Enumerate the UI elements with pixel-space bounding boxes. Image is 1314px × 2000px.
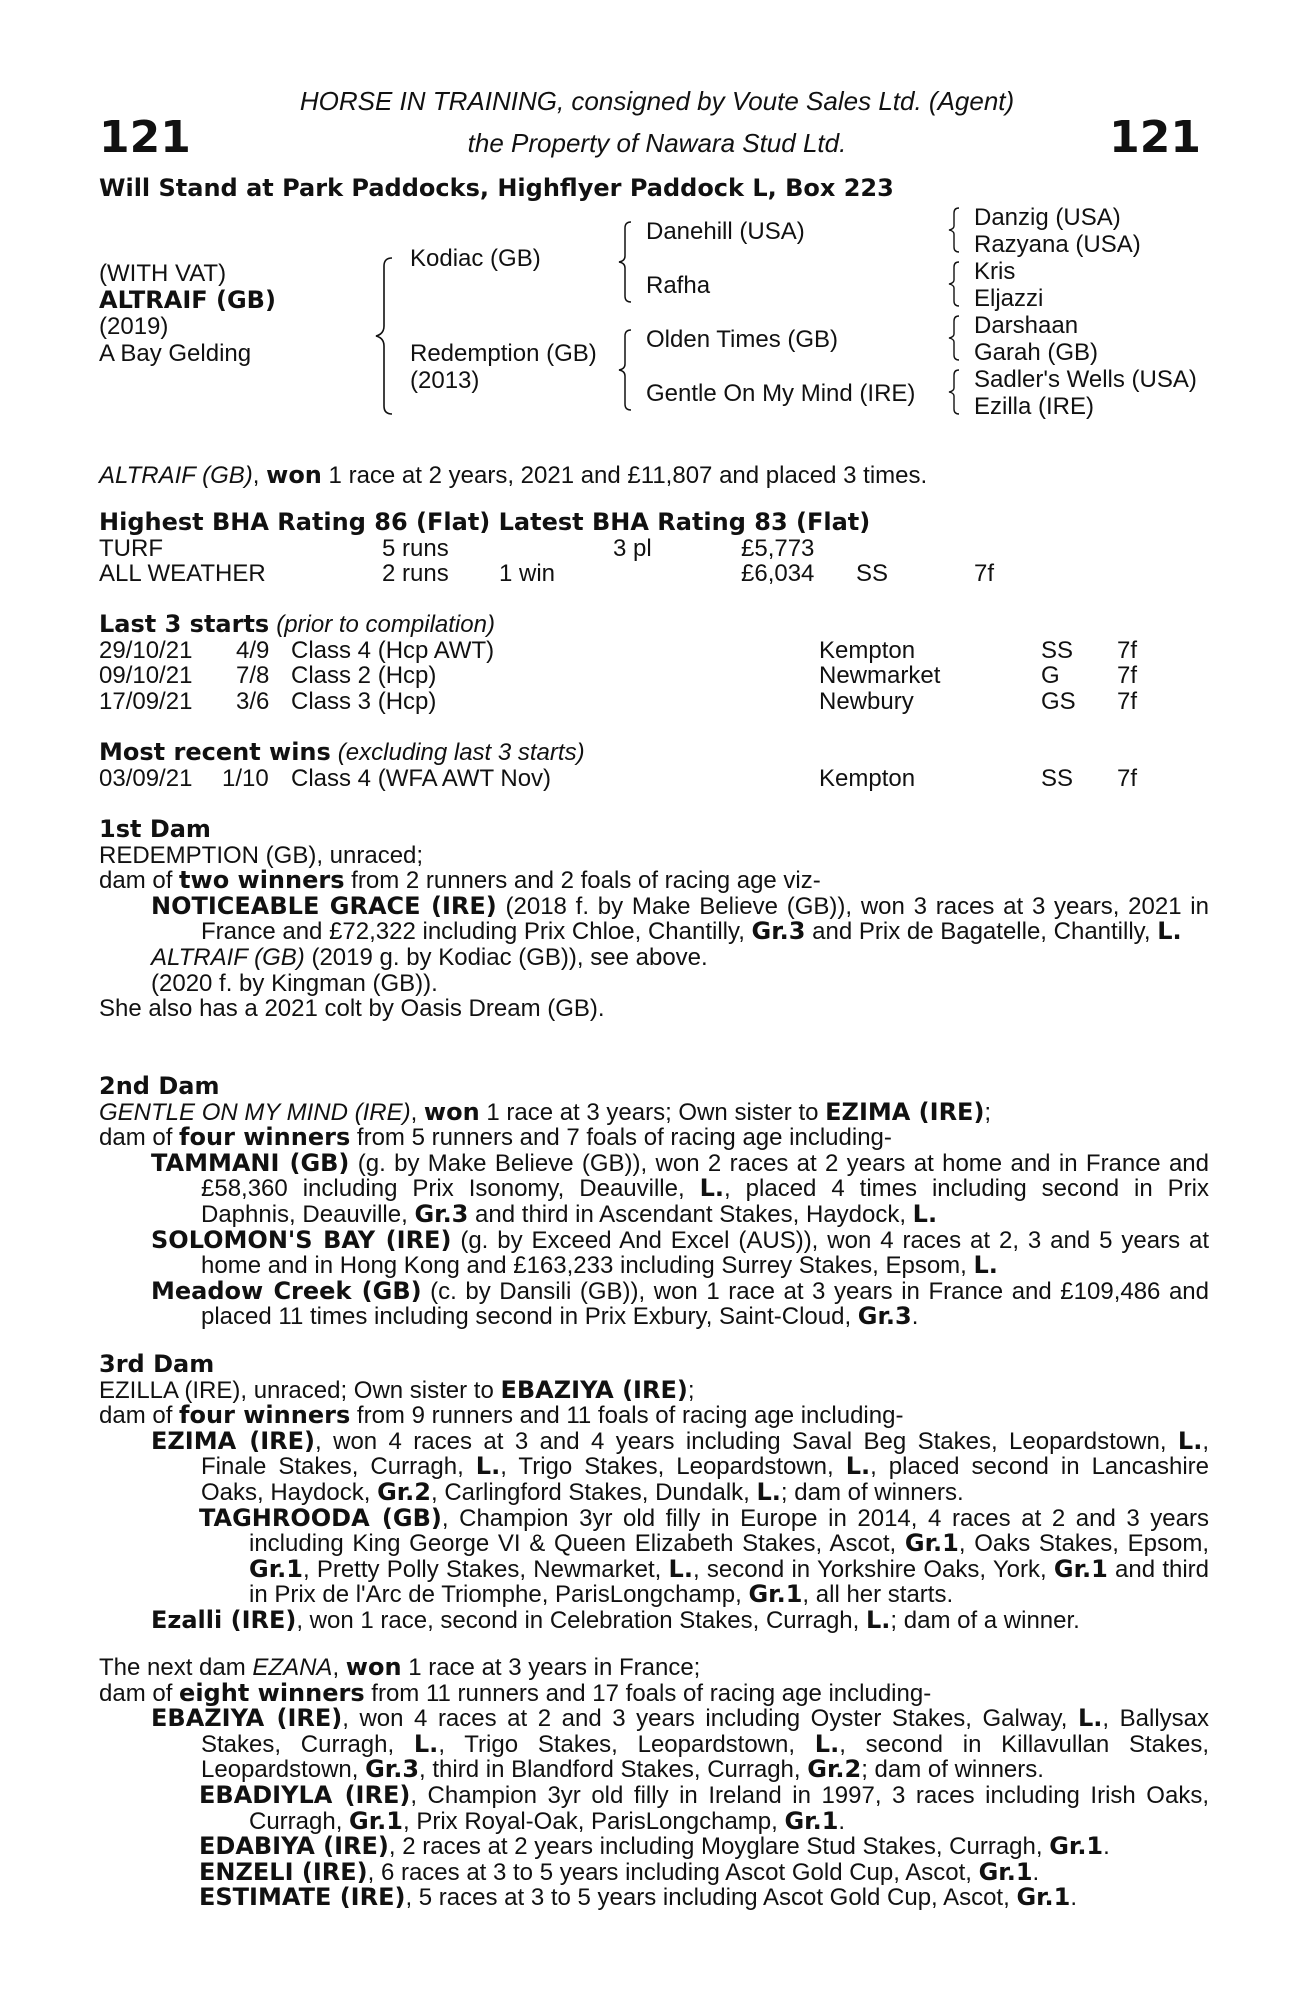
winners-count: four winners <box>179 1401 351 1430</box>
produce-entry <box>99 1885 1209 1911</box>
dd-dam: Ezilla (IRE) <box>974 393 1095 420</box>
text: . <box>1070 1884 1078 1912</box>
produce-entry <box>99 1148 1210 1228</box>
produce-entry <box>99 1780 1209 1835</box>
text: , Oaks Stakes, Epsom, <box>958 1530 1209 1558</box>
grade: Gr.1 <box>1049 1832 1104 1861</box>
horse-year: (2019) <box>99 313 169 340</box>
listed: L. <box>1157 917 1182 946</box>
sister-name: EBAZIYA (IRE) <box>500 1375 688 1404</box>
start-position: 7/8 <box>236 662 270 690</box>
start-course: Kempton <box>819 636 916 664</box>
dam-name: EZANA <box>252 1654 333 1681</box>
lot-number-left: 121 <box>99 112 191 163</box>
produce-entry <box>99 1605 1209 1634</box>
text: dam of <box>99 867 180 895</box>
start-going: GS <box>1041 687 1076 715</box>
listed: L. <box>845 1452 871 1481</box>
text: , placed second in Lancashire Oaks, Haydock, <box>201 1453 1209 1506</box>
sister-name: EZIMA (IRE) <box>825 1097 985 1126</box>
text: The next dam <box>99 1654 253 1681</box>
text: ; dam of winners. <box>780 1478 964 1506</box>
start-distance: 7f <box>1117 636 1138 664</box>
produce-name: EDABIYA (IRE) <box>199 1832 389 1861</box>
start-position: 3/6 <box>236 687 270 715</box>
grade: Gr.3 <box>857 1302 912 1331</box>
listed: L. <box>475 1452 501 1481</box>
win-course: Kempton <box>819 764 916 792</box>
produce-entry: Meadow Creek (GB) (c. by Dansili (GB)), won 1 race at 3 years in France and £109,486 and placed 11 times including second in Prix Exbury, Saint-Cloud, Gr.3. <box>151 1276 1209 1331</box>
brace-ss <box>946 206 962 254</box>
produce-entry: (2020 f. by Kingman (GB)). <box>151 969 438 997</box>
brace-dd <box>946 368 962 416</box>
summary-won: won <box>266 461 322 489</box>
text: , won 4 races at 3 and 4 years including Saval Beg Stakes, Leopardstown, <box>315 1427 1178 1455</box>
start-course: Newbury <box>819 687 914 715</box>
start-class: Class 2 (Hcp) <box>291 662 437 690</box>
grade: Gr.3 <box>365 1755 420 1784</box>
last-starts-note: (prior to compilation) <box>276 611 495 638</box>
win-distance: 7f <box>1117 764 1138 792</box>
produce-name: EBADIYLA (IRE) <box>199 1780 411 1809</box>
property-line: the Property of Nawara Stud Ltd. <box>467 128 847 158</box>
brace-sire <box>616 220 634 304</box>
second-dam-heading: 2nd Dam <box>99 1072 220 1100</box>
stand-location: Will Stand at Park Paddocks, Highflyer Paddock L, Box 223 <box>99 174 894 202</box>
listed: L. <box>699 1174 725 1203</box>
text: , Prix Royal-Oak, ParisLongchamp, <box>402 1807 785 1835</box>
dam-name: GENTLE ON MY MIND (IRE) <box>99 1098 411 1126</box>
ratings-prize: £6,034 <box>741 560 815 588</box>
dam: Redemption (GB) <box>410 340 597 367</box>
ratings-row <box>99 561 1209 587</box>
text: , Trigo Stakes, Leopardstown, <box>500 1453 846 1481</box>
grade: Gr.1 <box>1016 1883 1071 1912</box>
ratings-prize: £5,773 <box>741 534 815 562</box>
text: ; dam of a winner. <box>890 1606 1080 1634</box>
text: , Champion 3yr old filly in Ireland in 1997, 3 races including Irish Oaks, Curragh, <box>249 1781 1209 1835</box>
produce-name: SOLOMON'S BAY (IRE) <box>151 1225 452 1254</box>
text: ; dam of winners. <box>861 1756 1044 1784</box>
win-position: 1/10 <box>222 764 269 792</box>
listed: L. <box>912 1199 938 1228</box>
start-course: Newmarket <box>819 662 941 690</box>
text: (2019 g. by Kodiac (GB)), see above. <box>304 943 708 971</box>
text: . <box>838 1807 846 1835</box>
listed: L. <box>413 1729 439 1758</box>
start-going: G <box>1041 662 1060 690</box>
text: and third in Prix de l'Arc de Triomphe, ParisLongchamp, <box>249 1555 1210 1609</box>
sire-dam: Rafha <box>646 272 711 299</box>
dd-sire: Sadler's Wells (USA) <box>974 366 1197 393</box>
produce-name: NOTICEABLE GRACE (IRE) <box>151 891 497 920</box>
produce-entry <box>99 1426 1209 1506</box>
win-date: 03/09/21 <box>99 764 193 792</box>
start-distance: 7f <box>1117 687 1138 715</box>
first-dam-note: She also has a 2021 colt by Oasis Dream (GB). <box>99 995 605 1023</box>
text: , 2 races at 2 years including Moyglare Stud Stakes, Curragh, <box>388 1833 1050 1861</box>
ratings-runs: 2 runs <box>382 560 449 588</box>
second-dam-produce-line <box>99 1125 1209 1151</box>
ratings-surface: ALL WEATHER <box>99 560 266 588</box>
listed: L. <box>668 1554 693 1583</box>
start-date: 29/10/21 <box>99 636 193 664</box>
consignor-line: HORSE IN TRAINING, consigned by Voute Sales Ltd. (Agent) <box>299 86 1015 116</box>
start-row <box>99 689 1209 715</box>
ds-dam: Garah (GB) <box>974 339 1099 366</box>
text: , Carlingford Stakes, Dundalk, <box>431 1478 757 1506</box>
start-going: SS <box>1041 636 1074 664</box>
produce-entry <box>99 945 1209 971</box>
start-position: 4/9 <box>236 636 270 664</box>
vat-label: (WITH VAT) <box>99 260 227 287</box>
text: , placed 4 times including second in Prix Daphnis, Deauville, <box>201 1175 1210 1228</box>
grade: Gr.2 <box>807 1755 862 1784</box>
text: , second in Yorkshire Oaks, York, <box>692 1555 1054 1583</box>
ss-sire: Danzig (USA) <box>974 204 1121 231</box>
grade: Gr.1 <box>978 1857 1033 1886</box>
dam-sire: Olden Times (GB) <box>646 326 839 353</box>
first-dam-heading: 1st Dam <box>99 815 211 843</box>
text: . <box>1103 1833 1110 1861</box>
ratings-surface: TURF <box>99 534 163 562</box>
brace-dam <box>616 328 634 412</box>
listed: L. <box>973 1251 998 1280</box>
brace-ds <box>946 314 962 362</box>
first-dam-section <box>99 817 1209 1022</box>
horse-description: A Bay Gelding <box>99 340 252 367</box>
text: , Trigo Stakes, Leopardstown, <box>438 1730 815 1758</box>
text: (c. by Dansili (GB)), won 1 race at 3 years in France and £109,486 and placed 11 times including second in Prix Exbury, Saint-Cloud, <box>201 1277 1209 1331</box>
produce-name: ALTRAIF (GB) <box>151 943 305 971</box>
text: from 5 runners and 7 foals of racing age including- <box>350 1124 892 1152</box>
race-summary: ALTRAIF (GB), won 1 race at 2 years, 2021 and £11,807 and placed 3 times. <box>99 461 928 489</box>
winners-count: two winners <box>179 866 345 895</box>
sd-dam: Eljazzi <box>974 285 1044 312</box>
produce-name: TAMMANI (GB) <box>151 1148 350 1177</box>
grade: Gr.1 <box>748 1580 803 1609</box>
next-dam-section <box>99 1655 1209 1911</box>
win-going: SS <box>1041 764 1074 792</box>
text: , Pretty Polly Stakes, Newmarket, <box>302 1555 669 1583</box>
dam-dam: Gentle On My Mind (IRE) <box>646 380 916 407</box>
sd-sire: Kris <box>974 258 1016 285</box>
third-dam-section <box>99 1352 1209 1634</box>
ratings-going: SS <box>856 560 889 588</box>
text: and Prix de Bagatelle, Chantilly, <box>805 918 1158 946</box>
winners-count: four winners <box>179 1123 351 1152</box>
produce-name: TAGHROODA (GB) <box>199 1503 442 1532</box>
grade: Gr.1 <box>249 1554 303 1583</box>
produce-name: EZIMA (IRE) <box>151 1426 316 1455</box>
winners-count: eight winners <box>179 1678 365 1707</box>
sire: Kodiac (GB) <box>410 245 541 272</box>
brace-sd <box>946 260 962 308</box>
text: from 11 runners and 17 foals of racing age including- <box>364 1679 932 1707</box>
ratings-wins: 1 win <box>499 560 556 588</box>
horse-name: ALTRAIF (GB) <box>99 286 276 314</box>
ratings-section <box>99 510 1209 587</box>
ratings-heading: Highest BHA Rating 86 (Flat) Latest BHA Rating 83 (Flat) <box>99 508 871 536</box>
text: , won 1 race, second in Celebration Stakes, Curragh, <box>296 1606 866 1634</box>
first-dam-produce-line <box>99 868 1209 894</box>
produce-name: Meadow Creek (GB) <box>151 1276 422 1305</box>
listed: L. <box>814 1729 840 1758</box>
grade: Gr.2 <box>377 1477 431 1506</box>
grade: Gr.3 <box>414 1199 469 1228</box>
produce-name: Ezalli (IRE) <box>151 1605 297 1634</box>
recent-wins-note: (excluding last 3 starts) <box>337 739 585 766</box>
lot-number-right: 121 <box>1109 112 1201 163</box>
ratings-placed: 3 pl <box>613 534 652 562</box>
second-dam-line: GENTLE ON MY MIND (IRE), won 1 race at 3 years; Own sister to EZIMA (IRE); <box>99 1097 992 1126</box>
text: , 6 races at 3 to 5 years including Ascot Gold Cup, Ascot, <box>367 1858 979 1886</box>
won: won <box>345 1653 402 1681</box>
grade: Gr.3 <box>751 917 806 946</box>
won: won <box>423 1097 480 1126</box>
recent-wins-section <box>99 740 1209 791</box>
text: , Finale Stakes, Curragh, <box>201 1427 1209 1481</box>
text: (g. by Exceed And Excel (AUS)), won 4 races at 2, 3 and 5 years at home and in Hong Kong and £163,233 including Surrey Stakes, Epsom, <box>201 1226 1209 1280</box>
text: , second in Killavullan Stakes, Leopardstown, <box>201 1730 1209 1784</box>
start-date: 09/10/21 <box>99 662 193 690</box>
text: dam of <box>99 1679 180 1707</box>
win-class: Class 4 (WFA AWT Nov) <box>291 764 552 792</box>
text: (2018 f. by Make Believe (GB)), won 3 races at 3 years, 2021 in France and £72,322 including Prix Chloe, Chantilly, <box>201 892 1209 946</box>
produce-entry <box>99 891 1209 946</box>
produce-entry <box>99 1225 1209 1280</box>
text: , Ballysax Stakes, Curragh, <box>201 1705 1209 1758</box>
start-class: Class 3 (Hcp) <box>291 687 437 715</box>
second-dam-section <box>99 1074 1209 1330</box>
text: , Champion 3yr old filly in Europe in 2014, 4 races at 2 and 3 years including King George VI & Queen Elizabeth Stakes, Ascot, <box>249 1504 1209 1558</box>
last-starts-section <box>99 612 1209 714</box>
text: from 9 runners and 11 foals of racing age including- <box>350 1402 904 1430</box>
start-row <box>99 663 1209 689</box>
summary-text: 1 race at 2 years, 2021 and £11,807 and placed 3 times. <box>321 462 928 489</box>
recent-wins-heading: Most recent wins <box>99 738 331 766</box>
sire-sire: Danehill (USA) <box>646 218 805 245</box>
text: 1 race at 3 years in France; <box>401 1654 701 1681</box>
text: , third in Blandford Stakes, Curragh, <box>419 1756 808 1784</box>
win-row <box>99 766 1209 792</box>
produce-name: ENZELI (IRE) <box>199 1857 368 1886</box>
ratings-dist: 7f <box>974 560 995 588</box>
text: 1 race at 3 years; Own sister to <box>479 1098 826 1126</box>
produce-entry <box>99 1857 1209 1886</box>
third-dam-heading: 3rd Dam <box>99 1350 215 1378</box>
produce-entry <box>99 1834 1209 1860</box>
start-class: Class 4 (Hcp AWT) <box>291 636 495 664</box>
next-dam-line: The next dam EZANA, won 1 race at 3 years in France; <box>99 1653 701 1681</box>
text: . <box>1032 1858 1040 1886</box>
ratings-runs: 5 runs <box>382 534 449 562</box>
grade: Gr.1 <box>784 1806 839 1835</box>
produce-name: EBAZIYA (IRE) <box>151 1704 343 1733</box>
grade: Gr.1 <box>349 1806 403 1835</box>
text: , all her starts. <box>802 1581 954 1609</box>
dam-year: (2013) <box>410 367 480 394</box>
summary-horse-name: ALTRAIF (GB) <box>99 462 253 489</box>
listed: L. <box>1077 1704 1103 1733</box>
ds-sire: Darshaan <box>974 312 1079 339</box>
produce-entry <box>99 1706 1209 1783</box>
text: EZILLA (IRE), unraced; Own sister to <box>99 1376 501 1404</box>
brace-main <box>372 256 396 416</box>
next-dam-produce-line <box>99 1678 1209 1707</box>
first-dam-line: REDEMPTION (GB), unraced; <box>99 841 424 869</box>
listed: L. <box>756 1477 781 1506</box>
start-date: 17/09/21 <box>99 687 193 715</box>
text: and third in Ascendant Stakes, Haydock, <box>468 1200 913 1228</box>
listed: L. <box>1177 1426 1203 1455</box>
last-starts-heading: Last 3 starts <box>99 610 270 638</box>
text: , won 4 races at 2 and 3 years including Oyster Stakes, Galway, <box>342 1705 1078 1733</box>
start-row <box>99 638 1209 664</box>
grade: Gr.1 <box>904 1529 959 1558</box>
third-dam-produce-line <box>99 1403 1209 1429</box>
text: dam of <box>99 1124 180 1152</box>
text: from 2 runners and 2 foals of racing age viz- <box>344 867 821 895</box>
ss-dam: Razyana (USA) <box>974 231 1141 258</box>
listed: L. <box>865 1605 891 1634</box>
text: (g. by Make Believe (GB)), won 2 races at 2 years at home and in France and £58,360 including Prix Isonomy, Deauville, <box>201 1149 1209 1203</box>
grade: Gr.1 <box>1053 1554 1108 1583</box>
start-distance: 7f <box>1117 662 1138 690</box>
produce-entry <box>99 1503 1210 1609</box>
ratings-row <box>99 536 1209 562</box>
text: dam of <box>99 1402 180 1430</box>
third-dam-line: EZILLA (IRE), unraced; Own sister to EBAZIYA (IRE); <box>99 1375 695 1404</box>
produce-name: ESTIMATE (IRE) <box>199 1883 406 1912</box>
text: , 5 races at 3 to 5 years including Ascot Gold Cup, Ascot, <box>405 1884 1017 1912</box>
